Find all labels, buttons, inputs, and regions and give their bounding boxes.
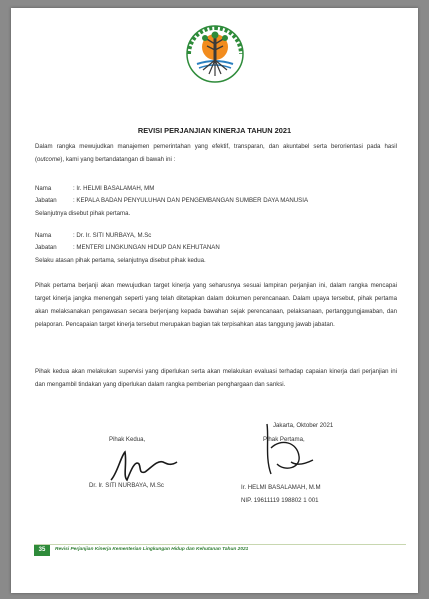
party1-position-value: : KEPALA BADAN PENYULUHAN DAN PENGEMBANGAN SUMBER DAYA MANUSIA (73, 197, 309, 204)
party1-note: Selanjutnya disebut pihak pertama. (35, 210, 131, 217)
commitment-paragraph: Pihak pertama berjanji akan mewujudkan target kinerja yang seharusnya sesuai lampiran perjanjian ini, dalam rangka mencapai target kinerja jangka menengah seperti yang telah ditetapkan dalam dokumen perencanaan. Dalam upaya tersebut, pihak pertama akan melaksanakan pengawasan secara berjenjang kepada bawahan sejak perencanaan, pelaksanaan, pertanggungjawaban, dan pelaporan. Pencapaian target kinerja tersebut merupakan bagian tak terpisahkan atas tanggung jawab jabatan. (35, 282, 397, 328)
footer-divider (34, 544, 406, 545)
intro-text-start: Dalam rangka mewujudkan manajemen pemerintahan yang efektif, transparan, dan akuntabel serta berorientasi pada hasil ( (35, 143, 397, 163)
right-signer-nip: NIP. 19611119 198802 1 001 (241, 497, 319, 504)
party1-name-value: : Ir. HELMI BASALAMAH, MM (73, 185, 155, 192)
intro-paragraph (35, 140, 397, 166)
party1-name-label: Nama (35, 185, 52, 192)
document-page (11, 8, 418, 593)
footer-title: Revisi Perjanjian Kinerja Kementerian Lingkungan Hidup dan Kehutanan Tahun 2021 (55, 547, 249, 552)
party2-position-value: : MENTERI LINGKUNGAN HIDUP DAN KEHUTANAN (73, 244, 220, 251)
supervision-paragraph: Pihak kedua akan melakukan supervisi yang diperlukan serta akan melakukan evaluasi terhadap capaian kinerja dari perjanjian ini dan mengambil tindakan yang diperlukan dalam rangka pemberian penghargaan dan sanksi. (35, 368, 397, 388)
intro-emphasis: outcome (37, 156, 61, 163)
party1-position-label: Jabatan (35, 197, 57, 204)
right-signer-role: Pihak Pertama, (263, 436, 305, 443)
party2-name-label: Nama (35, 232, 52, 239)
party2-name-value: : Dr. Ir. SITI NURBAYA, M.Sc (73, 232, 152, 239)
intro-text-end: ), kami yang bertandatangan di bawah ini : (60, 156, 176, 163)
place-date: Jakarta, Oktober 2021 (273, 422, 334, 429)
left-signer-name: Dr. Ir. SITI NURBAYA, M.Sc (89, 482, 164, 489)
document-title: REVISI PERJANJIAN KINERJA TAHUN 2021 (137, 126, 292, 135)
right-signature (261, 418, 321, 480)
page-number: 35 (34, 545, 50, 556)
klhk-emblem-logo (183, 14, 247, 94)
party2-note: Selaku atasan pihak pertama, selanjutnya disebut pihak kedua. (35, 257, 206, 264)
left-signature (103, 446, 183, 486)
left-signer-role: Pihak Kedua, (109, 436, 146, 443)
party2-position-label: Jabatan (35, 244, 57, 251)
right-signer-name: Ir. HELMI BASALAMAH, M.M (241, 484, 321, 491)
